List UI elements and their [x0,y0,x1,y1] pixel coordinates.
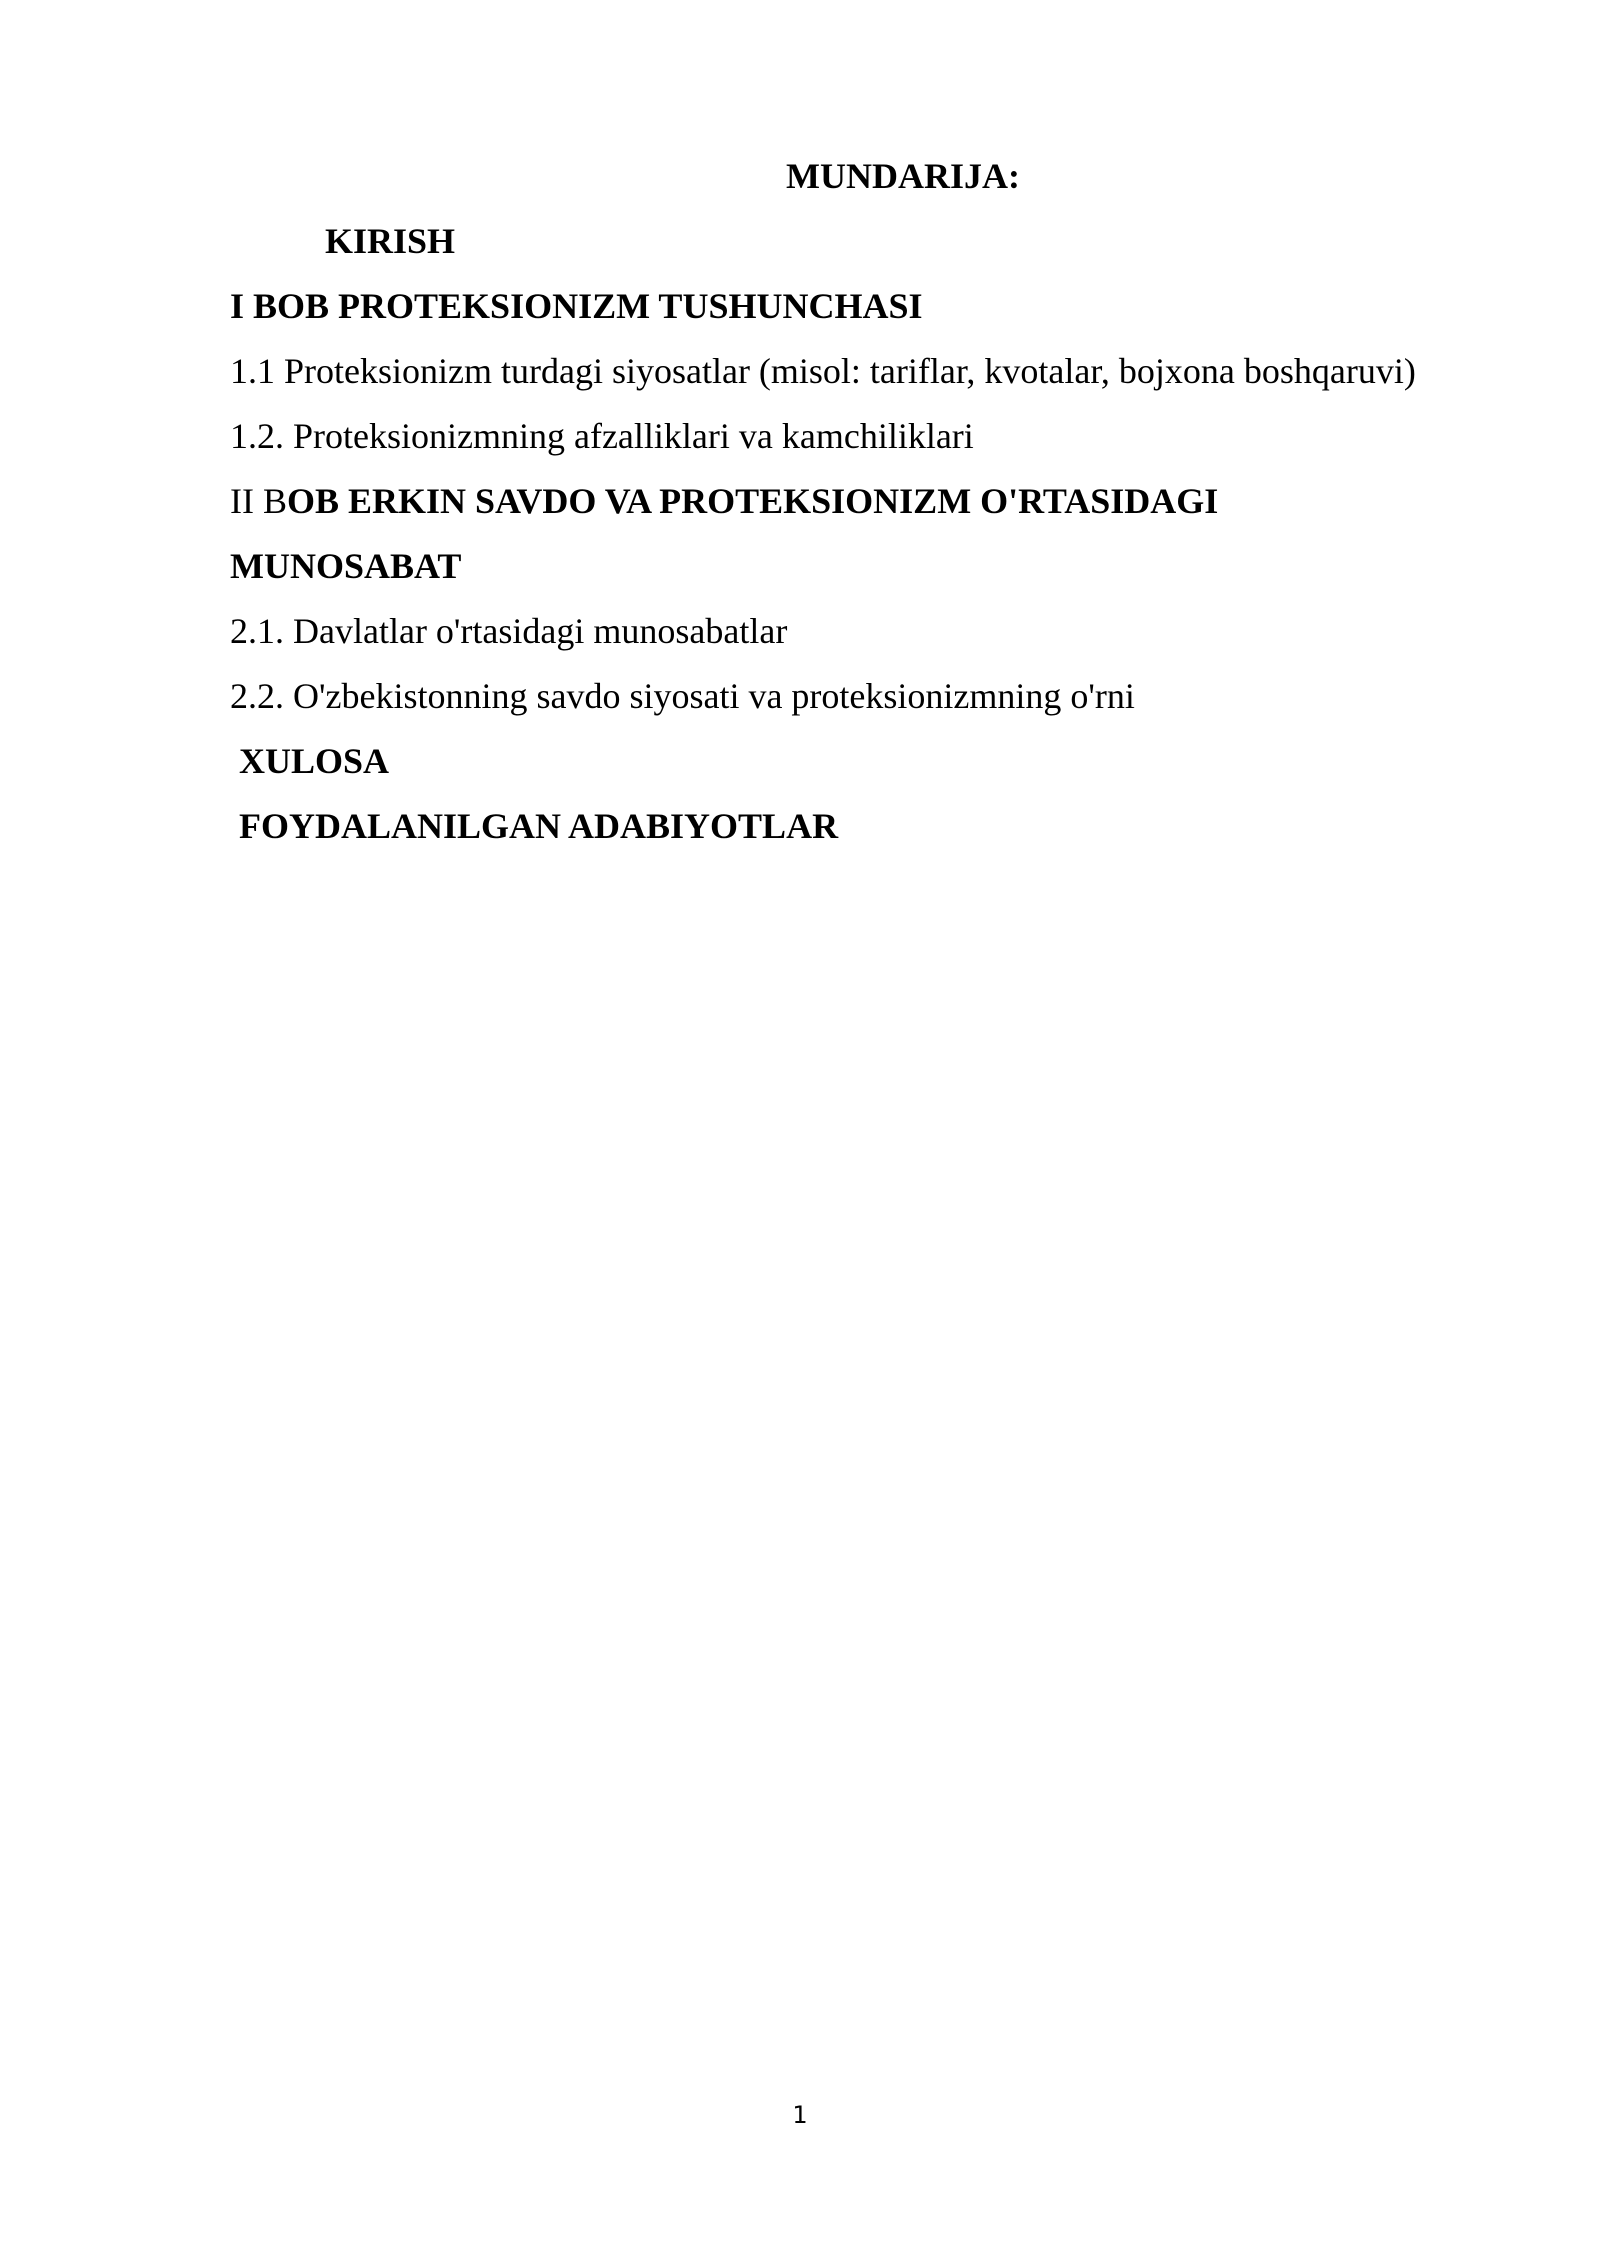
toc-title: MUNDARIJA: [786,156,1020,196]
page-number: 1 [792,2101,808,2129]
toc-entry-references: FOYDALANILGAN ADABIYOTLAR [239,806,839,846]
toc-entry-chapter-2 [230,479,1218,523]
toc-entry-conclusion: XULOSA [239,741,390,781]
toc-entry-chapter-1: I BOB PROTEKSIONIZM TUSHUNCHASI [230,286,923,326]
toc-entry-section-1-1: 1.1 Proteksionizm turdagi siyosatlar (misol: tariflar, kvotalar, bojxona boshqaruvi) [230,351,1416,391]
toc-entry-intro: KIRISH [325,221,456,261]
toc-entry-section-2-2: 2.2. O'zbekistonning savdo siyosati va proteksionizmning o'rni [230,676,1135,716]
toc-entry-section-1-2: 1.2. Proteksionizmning afzalliklari va kamchiliklari [230,416,974,456]
toc-entry-chapter-2-prefix: II B [230,481,287,521]
toc-entry-chapter-2-title: OB ERKIN SAVDO VA PROTEKSIONIZM O'RTASIDAGI [287,481,1219,521]
toc-entry-chapter-2-continued: MUNOSABAT [230,546,462,586]
toc-entry-section-2-1: 2.1. Davlatlar o'rtasidagi munosabatlar [230,611,788,651]
